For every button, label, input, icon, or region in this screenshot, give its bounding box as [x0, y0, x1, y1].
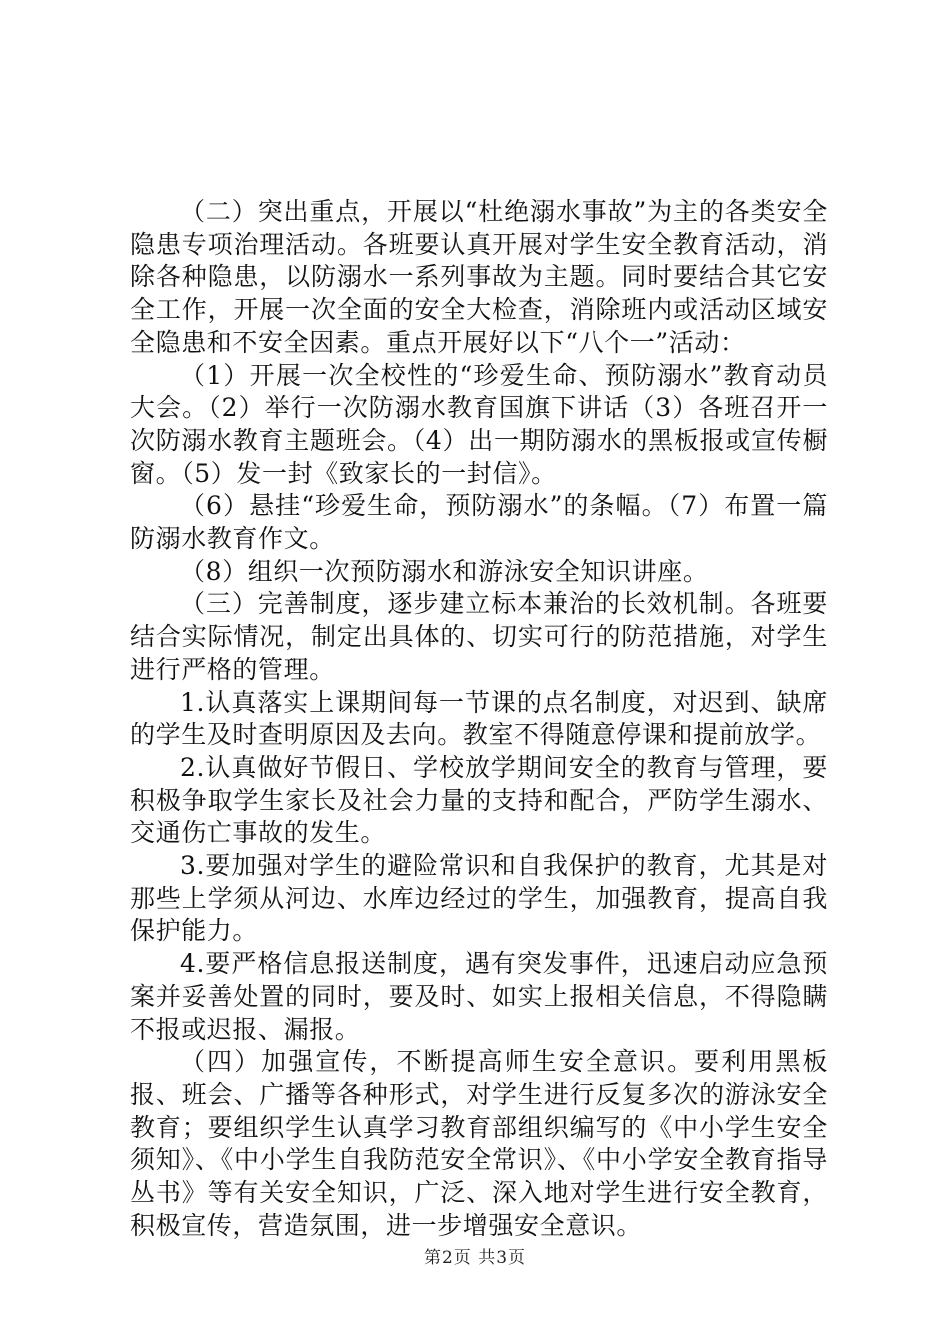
- paragraph-item-3: 3.要加强对学生的避险常识和自我保护的教育，尤其是对那些上学须从河边、水库边经过的学生，加强教育，提高自我保护能力。: [130, 851, 828, 946]
- paragraph-item-4: 4.要严格信息报送制度，遇有突发事件，迅速启动应急预案并妥善处置的同时，要及时、如实上报相关信息，不得隐瞒不报或迟报、漏报。: [130, 949, 828, 1044]
- paragraph-section-2: （二）突出重点，开展以“杜绝溺水事故”为主的各类安全隐患专项治理活动。各班要认真开展对学生安全教育活动，消除各种隐患，以防溺水一系列事故为主题。同时要结合其它安全工作，开展一次全面的安全大检查，消除班内或活动区域安全隐患和不安全因素。重点开展好以下“八个一”活动：: [130, 197, 828, 357]
- document-body: [130, 196, 828, 1243]
- paragraph-section-3: （三）完善制度，逐步建立标本兼治的长效机制。各班要结合实际情况，制定出具体的、切实可行的防范措施，对学生进行严格的管理。: [130, 589, 828, 684]
- paragraph-item-2: 2.认真做好节假日、学校放学期间安全的教育与管理，要积极争取学生家长及社会力量的支持和配合，严防学生溺水、交通伤亡事故的发生。: [130, 752, 828, 848]
- page-number-footer: 第2页 共3页: [423, 1248, 527, 1268]
- paragraph-activity-8: （8）组织一次预防溺水和游泳安全知识讲座。: [180, 556, 709, 586]
- paragraph-activities-1-5: （1）开展一次全校性的“珍爱生命、预防溺水”教育动员大会。（2）举行一次防溺水教育国旗下讲话（3）各班召开一次防溺水教育主题班会。（4）出一期防溺水的黑板报或宣传橱窗。（5）发一封《致家长的一封信》。: [130, 360, 828, 488]
- paragraph-activities-6-7: （6）悬挂“珍爱生命，预防溺水”的条幅。（7）布置一篇防溺水教育作文。: [130, 491, 828, 554]
- paragraph-item-1: 1.认真落实上课期间每一节课的点名制度，对迟到、缺席的学生及时查明原因及去向。教室不得随意停课和提前放学。: [130, 687, 828, 750]
- paragraph-section-4: （四）加强宣传，不断提高师生安全意识。要利用黑板报、班会、广播等各种形式，对学生进行反复多次的游泳安全教育；要组织学生认真学习教育部组织编写的《中小学生安全须知》、《中小学生自我防范安全常识》、《中小学安全教育指导丛书》等有关安全知识，广泛、深入地对学生进行安全教育，积极宣传，营造氛围，进一步增强安全意识。: [130, 1047, 828, 1240]
